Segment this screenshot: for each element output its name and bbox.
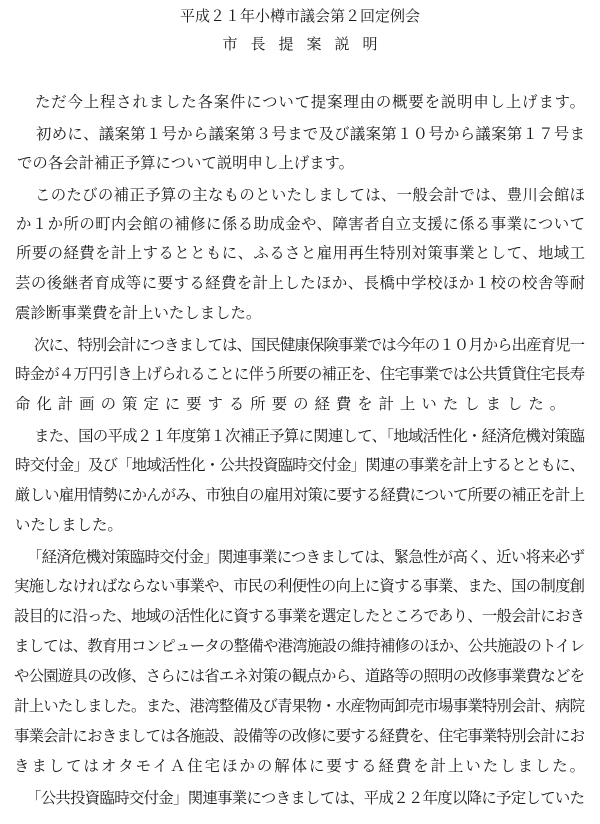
body-text-line: 「公共投資臨時交付金」関連事業につきましては、平成２２年度以降に予定していた: [26, 789, 585, 807]
document-subtitle: 市長提案説明: [222, 35, 391, 53]
body-text-line: での各会計補正予算について説明申し上げます。: [17, 154, 355, 172]
body-text-line: 次に、特別会計につきましては、国民健康保険事業では今年の１０月から出産育児一: [34, 336, 585, 354]
body-text-line: いたしました。: [15, 516, 123, 534]
body-text-line: 事業会計におきましては各施設、設備等の改修に要する経費を、住宅事業特別会計にお: [14, 727, 585, 745]
body-text-line: や公園遊具の改修、さらには省エネ対策の観点から、道路等の照明の改修事業費などを: [14, 667, 585, 685]
body-text-line: 実施しなければならない事業や、市民の利便性の向上に資する事業、また、国の制度創: [14, 577, 585, 595]
body-text-line: また、国の平成２１年度第１次補正予算に関連して、「地域活性化・経済危機対策臨: [34, 427, 585, 445]
document-title: 平成２１年小樽市議会第２回定例会: [179, 7, 420, 25]
body-text-line: 時交付金」及び「地域活性化・公共投資臨時交付金」関連の事業を計上するとともに、: [15, 456, 585, 474]
body-text-line: きましてはオタモイＡ住宅ほかの解体に要する経費を計上いたしました。: [14, 757, 587, 775]
body-text-line: 芸の後継者育成等に要する経費を計上したほか、長橋中学校ほか１校の校舎等耐: [15, 274, 586, 292]
body-text-line: ましては、教育用コンピュータの整備や港湾施設の維持補修のほか、公共施設のトイレ: [14, 637, 585, 655]
body-text-line: 厳しい雇用情勢にかんがみ、市独自の雇用対策に要する経費について所要の補正を計上: [15, 486, 585, 504]
body-text-line: 命化計画の策定に要する所要の経費を計上いたしました。: [15, 395, 572, 413]
body-text-line: 「経済危機対策臨時交付金」関連事業につきましては、緊急性が高く、近い将来必ず: [27, 548, 585, 566]
body-text-line: か１か所の町内会館の補修に係る助成金や、障害者自立支援に係る事業について: [16, 215, 586, 233]
body-text-line: 設目的に沿った、地域の活性化に資する事業を選定したところであり、一般会計におき: [14, 607, 585, 625]
body-text-line: 初めに、議案第１号から議案第３号まで及び議案第１０号から議案第１７号ま: [36, 125, 586, 143]
body-text-line: このたびの補正予算の主なものといたしましては、一般会計では、豊川会館ほ: [35, 186, 586, 204]
body-text-line: ただ今上程されました各案件について提案理由の概要を説明申し上げます。: [35, 93, 586, 111]
body-text-line: 時金が４万円引き上げられることに伴う所要の補正を、住宅事業では公共賃貸住宅長寿: [15, 365, 585, 383]
body-text-line: 震診断事業費を計上いたしました。: [15, 304, 262, 322]
body-text-line: 計上いたしました。また、港湾整備及び青果物・水産物両卸売市場事業特別会計、病院: [14, 697, 585, 715]
body-text-line: 所要の経費を計上するとともに、ふるさと雇用再生特別対策事業として、地域工: [16, 244, 586, 262]
